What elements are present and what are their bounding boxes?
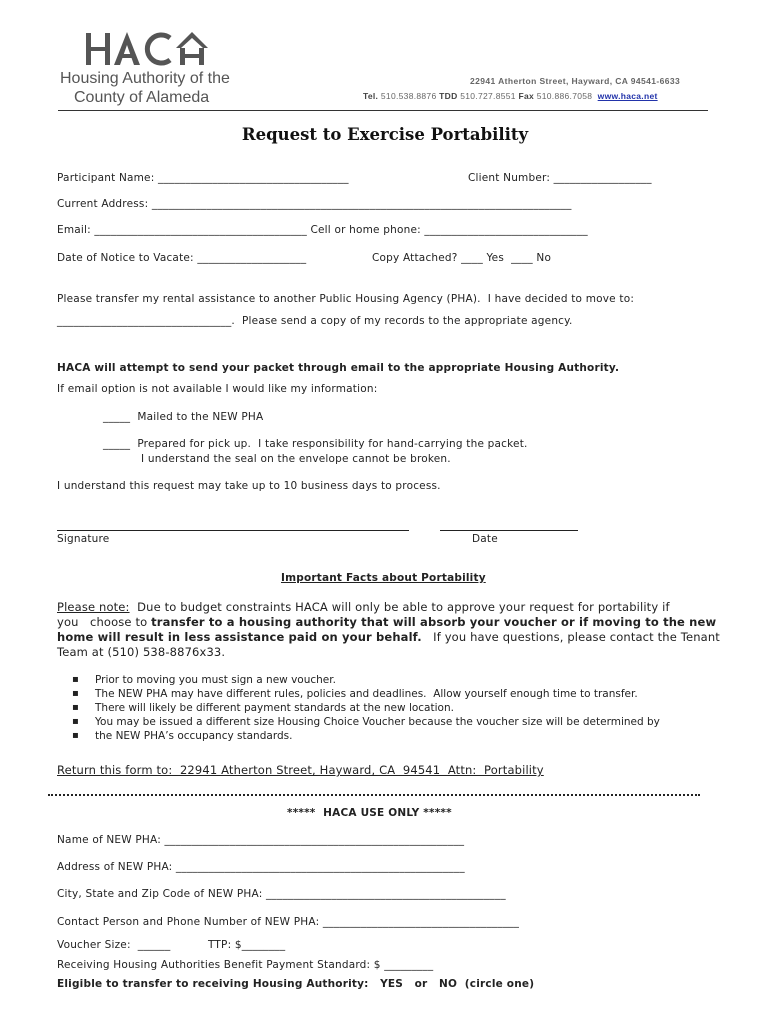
- eligible-field[interactable]: Eligible to transfer to receiving Housing Authority: YES or NO (circle one): [57, 978, 535, 990]
- transfer-destination-field[interactable]: ________________________________. Please send a copy of my records to the appropriate agency.: [57, 315, 573, 327]
- current-address-field[interactable]: Current Address: _____________________________________________________________________________: [57, 198, 572, 210]
- bullet-item-continued: ▪ the NEW PHA’s occupancy standards.: [72, 729, 660, 743]
- please-note-line1: [57, 600, 670, 614]
- tel-number: 510.538.8876: [380, 91, 437, 101]
- email-option-text: If email option is not available I would like my information:: [57, 383, 378, 395]
- please-note-label: Please note:: [57, 600, 130, 614]
- copy-attached-field[interactable]: Copy Attached? ____ Yes ____ No: [372, 252, 552, 264]
- facts-heading: Important Facts about Portability: [281, 572, 486, 584]
- facts-bullets: [72, 673, 660, 743]
- office-use-heading: ***** HACA USE ONLY *****: [287, 807, 452, 819]
- date-label: Date: [472, 533, 498, 545]
- please-note-line3: [57, 630, 720, 644]
- bullet-item: ▪ There will likely be different payment standards at the new location.: [72, 701, 660, 715]
- ttp-field[interactable]: TTP: $________: [208, 939, 286, 951]
- please-note-text2b: transfer to a housing authority that will absorb your voucher or if moving to the new: [151, 615, 717, 629]
- return-address-line: Return this form to: 22941 Atherton Street, Hayward, CA 94541 Attn: Portability: [57, 763, 544, 777]
- fax-number: 510.886.7058: [536, 91, 593, 101]
- new-pha-address-field[interactable]: Address of NEW PHA: _____________________________________________________: [57, 861, 465, 873]
- header-divider: [58, 110, 708, 111]
- notice-to-vacate-field[interactable]: Date of Notice to Vacate: ____________________: [57, 252, 307, 264]
- please-note-text1: Due to budget constraints HACA will only be able to approve your request for portability if: [129, 600, 670, 614]
- haca-logo: [84, 28, 212, 68]
- header-contact: [363, 91, 658, 101]
- please-note-line2: [57, 615, 716, 629]
- signature-line[interactable]: [57, 530, 409, 531]
- please-note-text3b: If you have questions, please contact the Tenant: [421, 630, 720, 644]
- date-line[interactable]: [440, 530, 578, 531]
- please-note-text3a: home will result in less assistance paid on your behalf.: [57, 630, 422, 644]
- please-note-text2a: you choose to: [57, 615, 152, 629]
- email-phone-field[interactable]: Email: _______________________________________ Cell or home phone: ______________________________: [57, 224, 588, 236]
- bullet-item: ▪ The NEW PHA may have different rules, policies and deadlines. Allow yourself enough time to transfer.: [72, 687, 660, 701]
- org-name-line2: County of Alameda: [74, 89, 210, 106]
- benefit-standard-field[interactable]: Receiving Housing Authorities Benefit Payment Standard: $ _________: [57, 959, 434, 971]
- signature-label: Signature: [57, 533, 110, 545]
- page-title: Request to Exercise Portability: [241, 125, 529, 144]
- city-state-zip-field[interactable]: City, State and Zip Code of NEW PHA: ____________________________________________: [57, 888, 506, 900]
- new-pha-name-field[interactable]: Name of NEW PHA: _______________________________________________________: [57, 834, 465, 846]
- processing-note: I understand this request may take up to 10 business days to process.: [57, 480, 441, 492]
- bullet-item: ▪ Prior to moving you must sign a new voucher.: [72, 673, 660, 687]
- pickup-option[interactable]: _____ Prepared for pick up. I take responsibility for hand-carrying the packet.: [103, 438, 528, 450]
- tdd-label: TDD: [439, 91, 458, 101]
- email-notice: HACA will attempt to send your packet through email to the appropriate Housing Authority.: [57, 362, 620, 374]
- website-link[interactable]: www.haca.net: [597, 91, 658, 101]
- mailed-option[interactable]: _____ Mailed to the NEW PHA: [103, 411, 264, 423]
- org-name-line1: Housing Authority of the: [60, 70, 230, 87]
- tdd-number: 510.727.8551: [460, 91, 516, 101]
- fax-label: Fax: [518, 91, 535, 101]
- pickup-option-note: I understand the seal on the envelope cannot be broken.: [141, 453, 451, 465]
- client-number-field[interactable]: Client Number: __________________: [468, 172, 652, 184]
- contact-person-field[interactable]: Contact Person and Phone Number of NEW PHA: ____________________________________: [57, 916, 520, 928]
- tel-label: Tel.: [363, 91, 379, 101]
- participant-name-field[interactable]: Participant Name: ___________________________________: [57, 172, 349, 184]
- transfer-statement: Please transfer my rental assistance to another Public Housing Agency (PHA). I have decided to move to:: [57, 293, 635, 305]
- header-address: 22941 Atherton Street, Hayward, CA 94541-6633: [470, 76, 681, 86]
- bullet-item: ▪ You may be issued a different size Housing Choice Voucher because the voucher size will be determined by: [72, 715, 660, 729]
- voucher-size-field[interactable]: Voucher Size: ______: [57, 939, 171, 951]
- dotted-divider: [48, 794, 700, 796]
- please-note-line4: Team at (510) 538-8876x33.: [57, 645, 226, 659]
